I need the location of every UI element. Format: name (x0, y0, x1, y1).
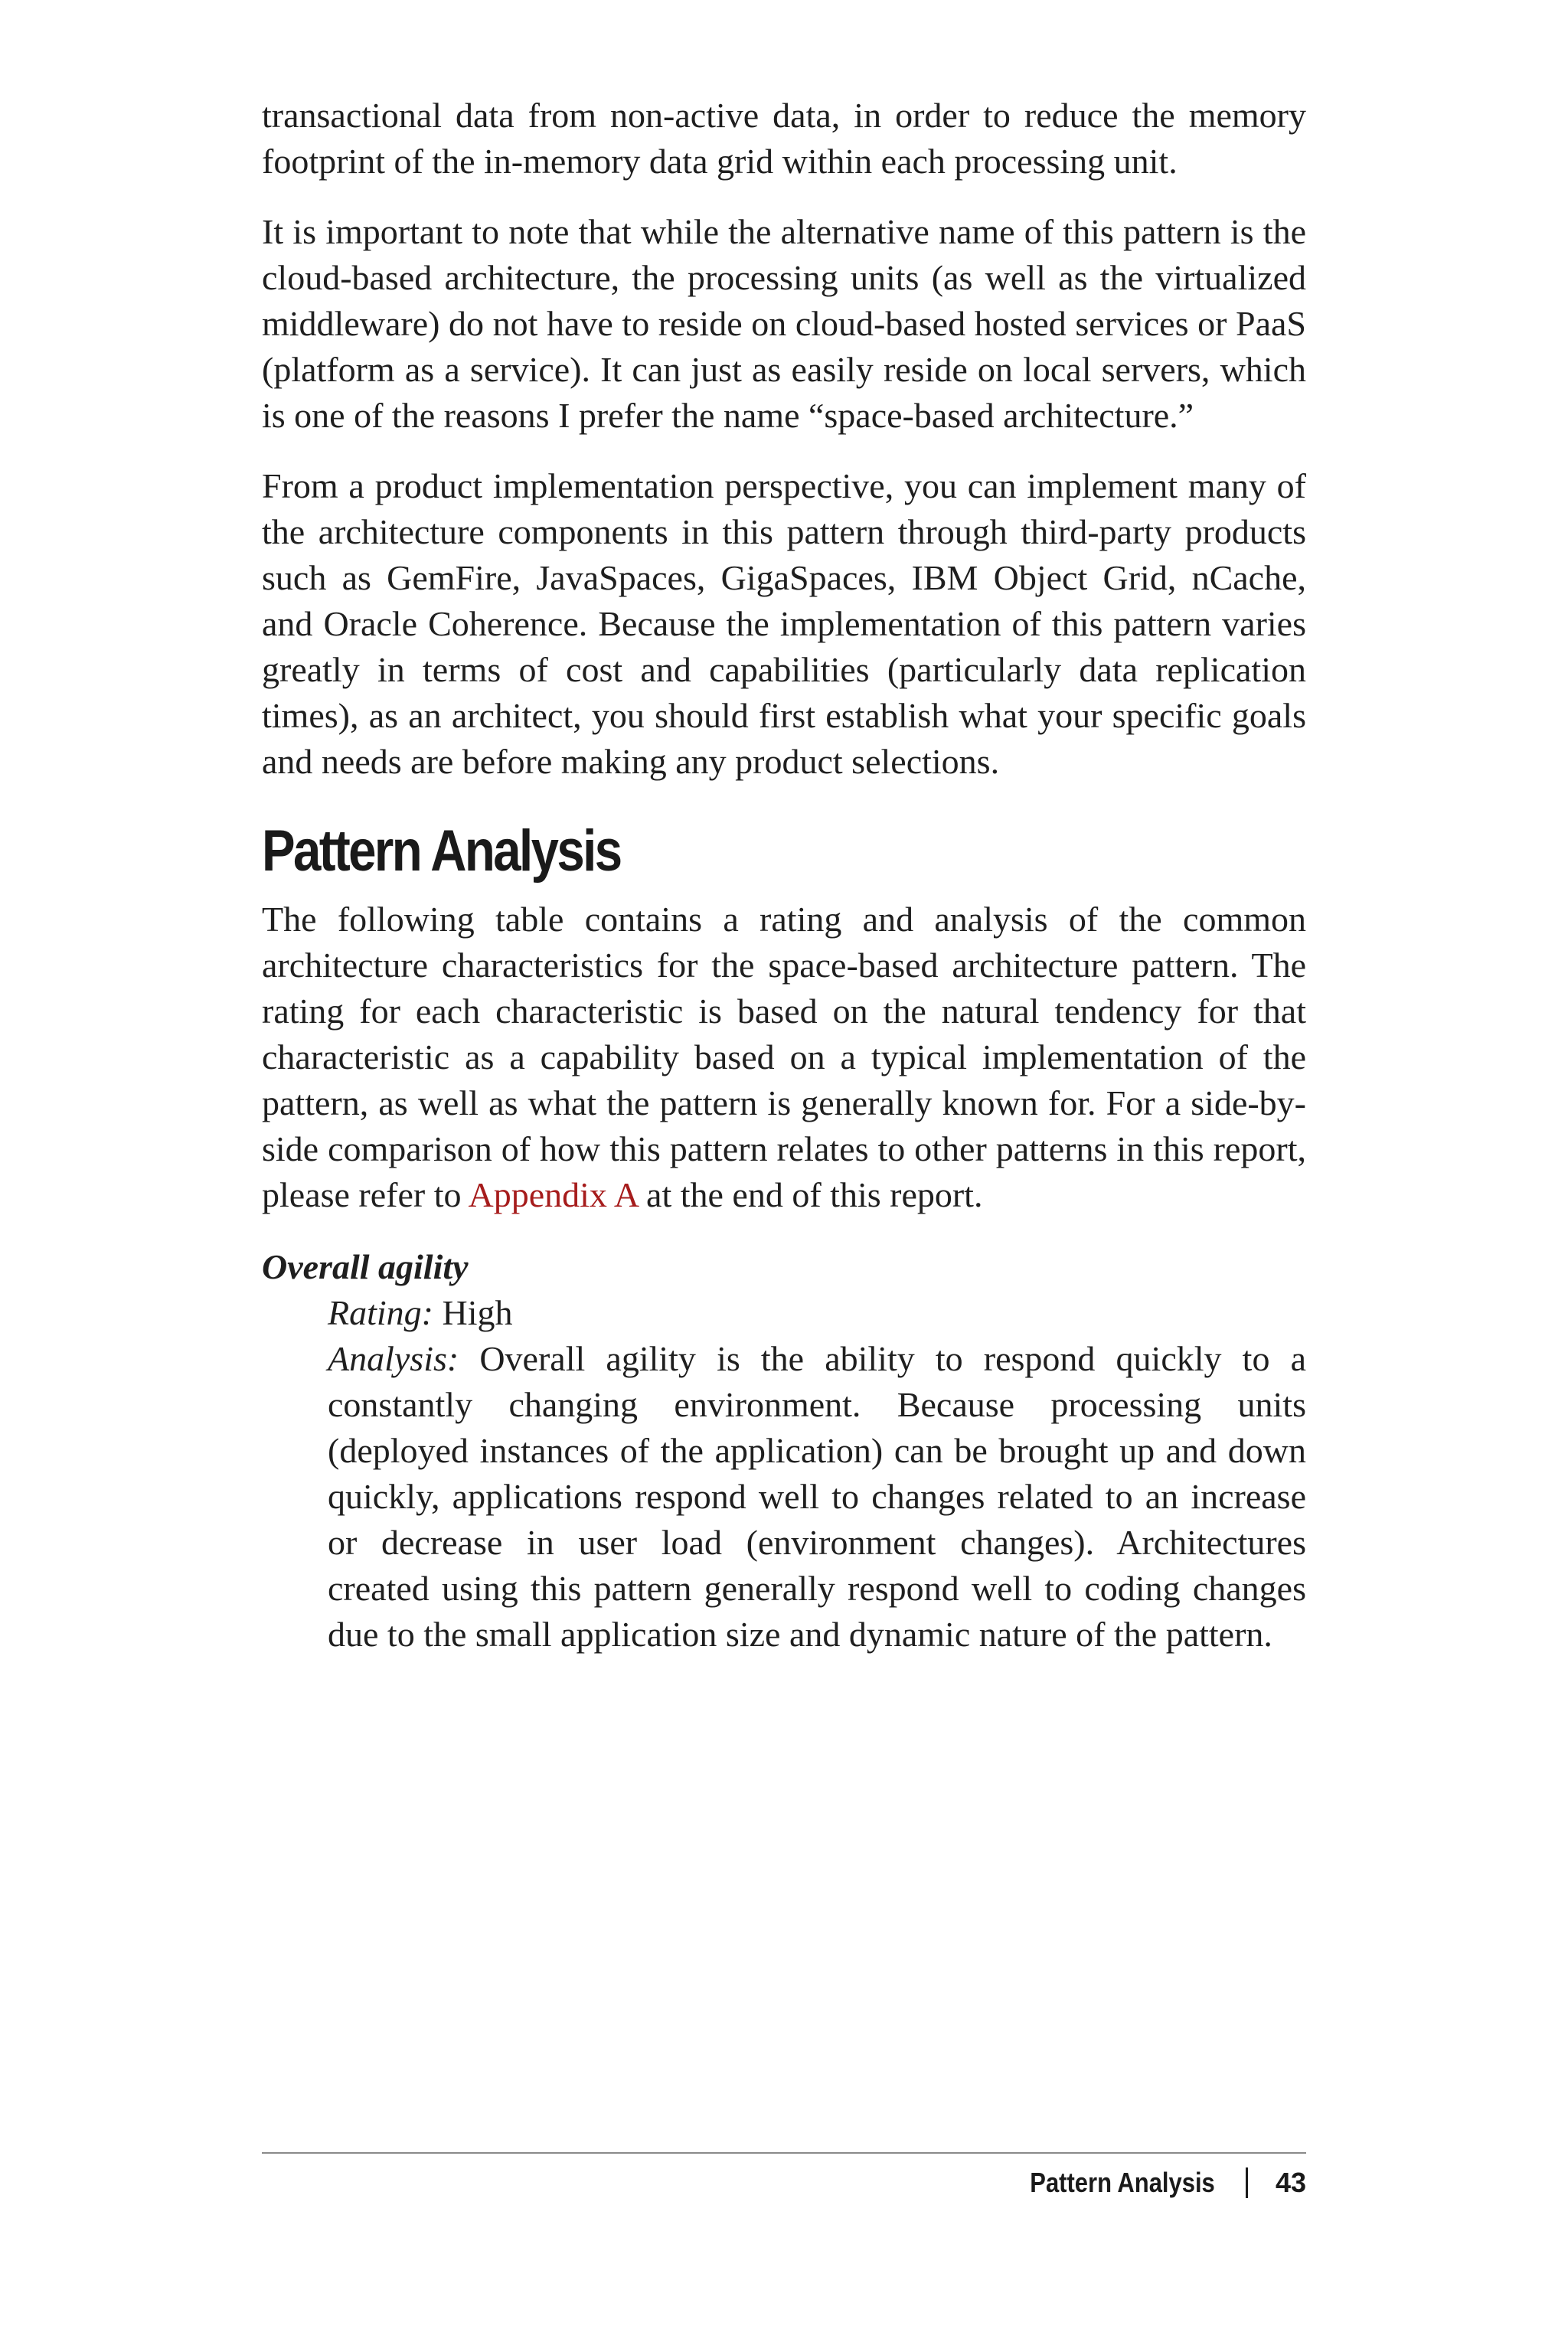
page-body (262, 93, 1306, 1658)
footer-divider (262, 2152, 1306, 2154)
section-heading: Pattern Analysis (262, 818, 621, 884)
paragraph-continued: transactional data from non-active data, in order to reduce the memory footprint of the in-memory data grid within each processing unit. (262, 96, 1306, 181)
section-intro (262, 897, 1306, 1218)
page-number: 43 (1275, 2167, 1306, 2198)
intro-text-before-link: The following table contains a rating and analysis of the common architecture characteristics for the space-based architecture pattern. The rating for each characteristic is based on the natural tendency for that characteristic as a capability based on a typical implementation of the pattern, as well as what the pattern is generally known for. For a side-by-side comparison of how this pattern relates to other patterns in this report, please refer to (262, 900, 1306, 1214)
characteristic-term: Overall agility (262, 1247, 469, 1286)
paragraph-cloud-note: It is important to note that while the alternative name of this pattern is the cloud-based architecture, the processing units (as well as the virtualized middleware) do not have to reside on cloud-based hosted services or PaaS (platform as a service). It can just as easily reside on local servers, which is one of the reasons I prefer the name “space-based architecture.” (262, 212, 1306, 435)
characteristic-rating (328, 1290, 1306, 1336)
analysis-label: Analysis: (328, 1339, 459, 1378)
footer-separator (1246, 2167, 1248, 2198)
analysis-text: Overall agility is the ability to respond quickly to a constantly changing environment. Because processing units (deployed instances of the application) can be brought up and down quickly, applications respond well to changes related to an increase or decrease in user load (environment changes). Architectures created using this pattern generally respond well to coding changes due to the small application size and dynamic nature of the pattern. (328, 1339, 1306, 1654)
appendix-a-link[interactable]: Appendix A (468, 1175, 638, 1214)
paragraph-product-implementation: From a product implementation perspective, you can implement many of the architecture components in this pattern through third-party products such as GemFire, JavaSpaces, GigaSpaces, IBM Object Grid, nCache, and Oracle Coherence. Because the implementation of this pattern varies greatly in terms of cost and capabilities (particularly data replication times), as an architect, you should first establish what your specific goals and needs are before making any product selections. (262, 466, 1306, 781)
intro-text-after-link: at the end of this report. (637, 1175, 983, 1214)
characteristic-analysis (328, 1336, 1306, 1658)
rating-value: High (433, 1293, 513, 1332)
page-footer (1000, 2164, 1306, 2202)
rating-label: Rating: (328, 1293, 433, 1332)
footer-section-title: Pattern Analysis (1030, 2167, 1215, 2198)
